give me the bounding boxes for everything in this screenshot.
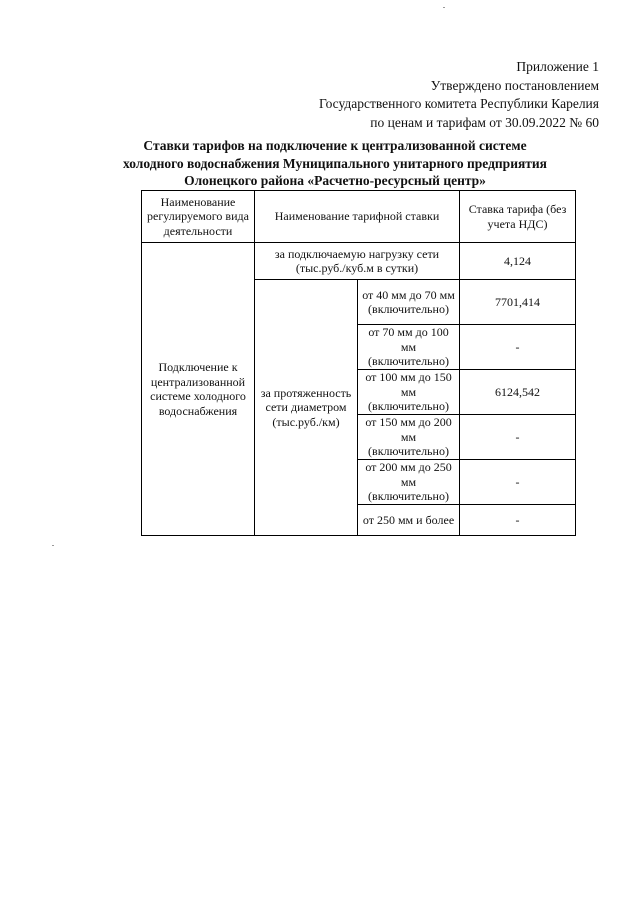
load-rate-label: за подключаемую нагрузку сети (тыс.руб./куб.м в сутки) [255, 243, 460, 280]
diameter-range: от 150 мм до 200 мм (включительно) [358, 415, 460, 460]
title-line-3: Олонецкого района «Расчетно-ресурсный центр» [184, 173, 486, 188]
diameter-range: от 40 мм до 70 мм (включительно) [358, 280, 460, 325]
length-rate-label: за протяженность сети диаметром (тыс.руб./км) [255, 280, 358, 536]
scan-speck [443, 7, 445, 8]
committee-name: Государственного комитета Республики Карелия [318, 96, 599, 111]
scan-speck [52, 545, 54, 546]
table-row [142, 243, 576, 280]
diameter-rate-value: 6124,542 [460, 370, 576, 415]
diameter-range: от 70 мм до 100 мм (включительно) [358, 325, 460, 370]
approval-header [179, 58, 599, 132]
title-line-2: холодного водоснабжения Муниципального унитарного предприятия [123, 155, 547, 171]
header-rate-value: Ставка тарифа (без учета НДС) [460, 191, 576, 243]
diameter-range: от 100 мм до 150 мм (включительно) [358, 370, 460, 415]
approved-by-line: Утверждено постановлением [430, 77, 599, 93]
resolution-reference: по ценам и тарифам от 30.09.2022 № 60 [370, 114, 599, 130]
diameter-rate-value: - [460, 460, 576, 505]
diameter-range: от 200 мм до 250 мм (включительно) [358, 460, 460, 505]
diameter-rate-value: 7701,414 [460, 280, 576, 325]
load-rate-value: 4,124 [460, 243, 576, 280]
appendix-label: Приложение 1 [516, 59, 599, 74]
document-title [110, 137, 560, 190]
diameter-range: от 250 мм и более [358, 505, 460, 536]
diameter-rate-value: - [460, 505, 576, 536]
tariff-table [141, 190, 576, 536]
table-header-row [142, 191, 576, 243]
header-activity: Наименование регулируемого вида деятельности [142, 191, 255, 243]
header-rate-name: Наименование тарифной ставки [255, 191, 460, 243]
title-line-1: Ставки тарифов на подключение к централизованной системе [143, 138, 527, 153]
diameter-rate-value: - [460, 415, 576, 460]
diameter-rate-value: - [460, 325, 576, 370]
activity-cell: Подключение к централизованной системе холодного водоснабжения [142, 243, 255, 536]
